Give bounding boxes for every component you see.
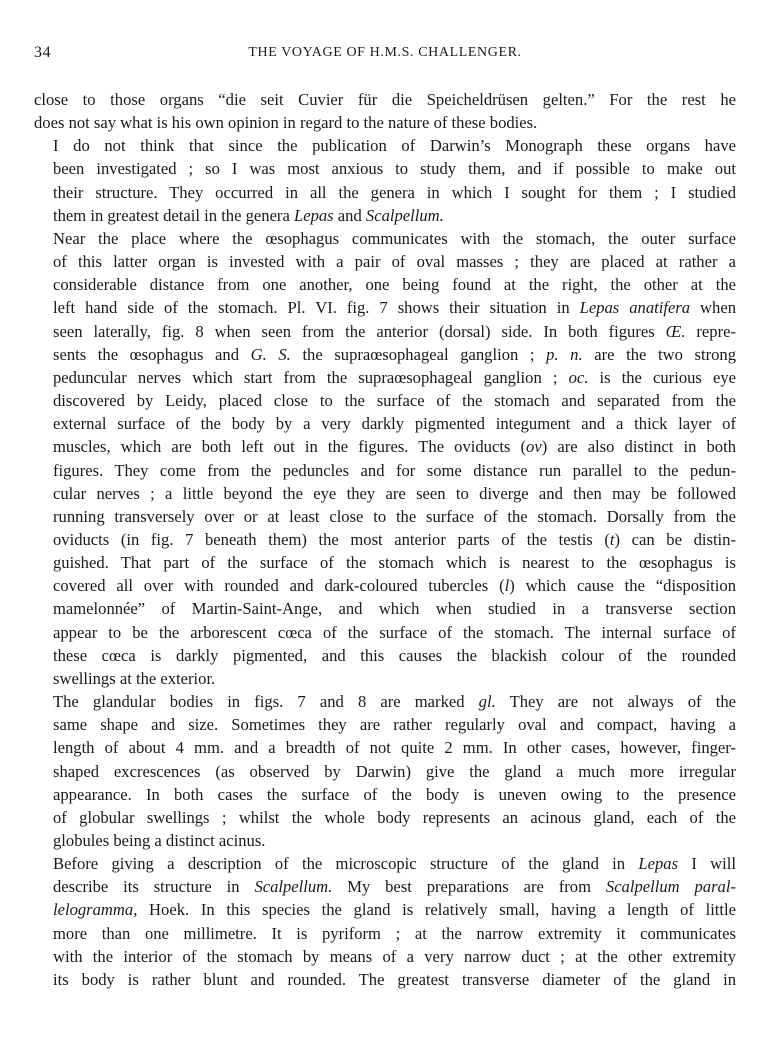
text-line [34, 621, 736, 644]
text-run: They are not always of the [495, 692, 736, 712]
text-run: Before giving a description of the microscopic structure of the gland in [53, 854, 639, 874]
text-run: the supraœsophageal ganglion ; [290, 344, 547, 364]
text-run: sents the œsophagus and [53, 344, 251, 364]
text-run: external surface of the body by a very darkly pigmented integument and a thick layer of [53, 414, 736, 434]
paragraph [34, 134, 736, 227]
text-run: guished. That part of the surface of the stomach which is nearest to the œsophagus is [53, 553, 736, 573]
text-run: mamelonnée” of Martin-Saint-Ange, and which when studied in a transverse section [53, 599, 736, 619]
text-run: is the curious eye [588, 367, 737, 387]
text-run: same shape and size. Sometimes they are rather regularly oval and compact, having a [53, 715, 736, 735]
text-line [34, 366, 736, 389]
paragraph [34, 852, 736, 991]
text-line [34, 968, 736, 991]
text-line [34, 204, 736, 227]
italic-run: ov [526, 437, 542, 457]
text-line [34, 898, 736, 921]
text-line [34, 250, 736, 273]
text-run: figures. They come from the peduncles and for some distance run parallel to the pedun- [53, 460, 736, 480]
text-run: shaped excrescences (as observed by Darwin) give the gland a much more irregular [53, 761, 736, 781]
italic-run: Scalpellum. [365, 205, 444, 225]
text-line [34, 736, 736, 759]
text-line [34, 435, 736, 458]
text-run: The glandular bodies in figs. 7 and 8 are marked [53, 692, 479, 712]
text-line [34, 667, 736, 690]
text-line [34, 574, 736, 597]
text-run: their structure. They occurred in all the genera in which I sought for them ; I studied [53, 182, 736, 202]
text-run: seen laterally, fig. 8 when seen from the anterior (dorsal) side. In both figures [53, 321, 666, 341]
text-run: been investigated ; so I was most anxious to study them, and if possible to make out [53, 159, 736, 179]
italic-run: lelogramma, [53, 900, 138, 920]
text-line [34, 505, 736, 528]
text-run: close to those organs “die seit Cuvier für die Speicheldrüsen gelten.” For the rest he [34, 90, 736, 109]
text-run: more than one millimetre. It is pyriform ; at the narrow extremity it communicates [53, 923, 736, 943]
body-text [34, 88, 736, 991]
text-run: ) can be distin- [614, 529, 736, 549]
text-line [34, 760, 736, 783]
italic-run: l [504, 576, 510, 596]
text-run: appear to be the arborescent cœca of the surface of the stomach. The internal surface of [53, 622, 736, 642]
text-line [34, 412, 736, 435]
paragraph [34, 690, 736, 852]
italic-run: Lepas [638, 854, 679, 874]
running-title: THE VOYAGE OF H.M.S. CHALLENGER. [248, 45, 522, 60]
text-line [34, 690, 736, 713]
text-line [34, 922, 736, 945]
text-line [34, 320, 736, 343]
italic-run: G. S. [250, 344, 291, 364]
text-line [34, 296, 736, 319]
text-run: I will [678, 854, 736, 874]
text-line [34, 273, 736, 296]
text-run: length of about 4 mm. and a breadth of not quite 2 mm. In other cases, however, finger- [53, 738, 736, 758]
text-line [34, 482, 736, 505]
text-line [34, 134, 736, 157]
text-line [34, 551, 736, 574]
text-line [34, 713, 736, 736]
text-line [34, 783, 736, 806]
text-run: of globular swellings ; whilst the whole body represents an acinous gland, each of the [53, 807, 736, 827]
text-run: left hand side of the stomach. Pl. VI. fig. 7 shows their situation in [53, 298, 580, 318]
italic-run: Lepas [293, 205, 334, 225]
italic-run: Scalpellum. [254, 877, 333, 897]
text-run: considerable distance from one another, one being found at the right, the other at the [53, 275, 736, 295]
text-run: describe its structure in [53, 877, 255, 897]
text-run: of this latter organ is invested with a pair of oval masses ; they are placed at rather a [53, 252, 736, 272]
text-run: running transversely over or at least close to the surface of the stomach. Dorsally from the [53, 506, 736, 526]
text-line [34, 459, 736, 482]
text-line [34, 829, 736, 852]
text-run: repre- [685, 321, 736, 341]
text-line [34, 88, 736, 111]
text-run: them in greatest detail in the genera [53, 205, 294, 225]
italic-run: oc. [568, 367, 589, 387]
text-run: oviducts (in fig. 7 beneath them) the most anterior parts of the testis ( [53, 529, 610, 549]
text-line [34, 157, 736, 180]
text-line [34, 852, 736, 875]
text-run: with the interior of the stomach by means of a very narrow duct ; at the other extremity [53, 946, 736, 966]
text-line [34, 389, 736, 412]
text-run: ) are also distinct in both [541, 437, 736, 457]
text-run: My best preparations are from [332, 877, 606, 897]
text-run: are the two strong [582, 344, 736, 364]
text-line [34, 343, 736, 366]
italic-run: p. n. [546, 344, 583, 364]
text-run: Hoek. In this species the gland is relatively small, having a length of little [137, 900, 736, 920]
text-line [34, 181, 736, 204]
text-run: I do not think that since the publication of Darwin’s Monograph these organs have [53, 136, 736, 156]
italic-run: t [609, 529, 615, 549]
text-line [34, 111, 736, 134]
text-run: globules being a distinct acinus. [53, 831, 266, 850]
text-line [34, 806, 736, 829]
text-run: Near the place where the œsophagus communicates with the stomach, the outer surface [53, 228, 736, 248]
italic-run: gl. [478, 692, 496, 712]
text-line [34, 227, 736, 250]
text-run: its body is rather blunt and rounded. The greatest transverse diameter of the gland in [53, 969, 736, 989]
text-line [34, 945, 736, 968]
text-run: swellings at the exterior. [53, 668, 216, 688]
paragraph [34, 88, 736, 134]
text-run: does not say what is his own opinion in regard to the nature of these bodies. [34, 113, 538, 133]
text-run: appearance. In both cases the surface of the body is uneven owing to the presence [53, 784, 736, 804]
text-run: when [690, 298, 737, 318]
text-run: cular nerves ; a little beyond the eye they are seen to diverge and then may be followed [53, 483, 736, 503]
text-line [34, 597, 736, 620]
text-run: these cœca is darkly pigmented, and this causes the blackish colour of the rounded [53, 645, 736, 665]
page-number: 34 [34, 44, 52, 61]
italic-run: Scalpellum paral- [605, 877, 736, 897]
text-run: discovered by Leidy, placed close to the surface of the stomach and separated from the [53, 391, 736, 411]
text-line [34, 644, 736, 667]
document-page [34, 44, 736, 991]
paragraph [34, 227, 736, 690]
text-run: and [333, 205, 366, 225]
text-line [34, 875, 736, 898]
text-line [34, 528, 736, 551]
italic-run: Œ. [665, 321, 686, 341]
text-run: covered all over with rounded and dark-coloured tubercles ( [53, 576, 505, 596]
text-run: muscles, which are both left out in the figures. The oviducts ( [53, 437, 527, 457]
text-run: peduncular nerves which start from the supraœsophageal ganglion ; [53, 367, 569, 387]
italic-run: Lepas anatifera [579, 298, 691, 318]
running-head [34, 44, 736, 66]
text-run: ) which cause the “disposition [509, 576, 736, 596]
